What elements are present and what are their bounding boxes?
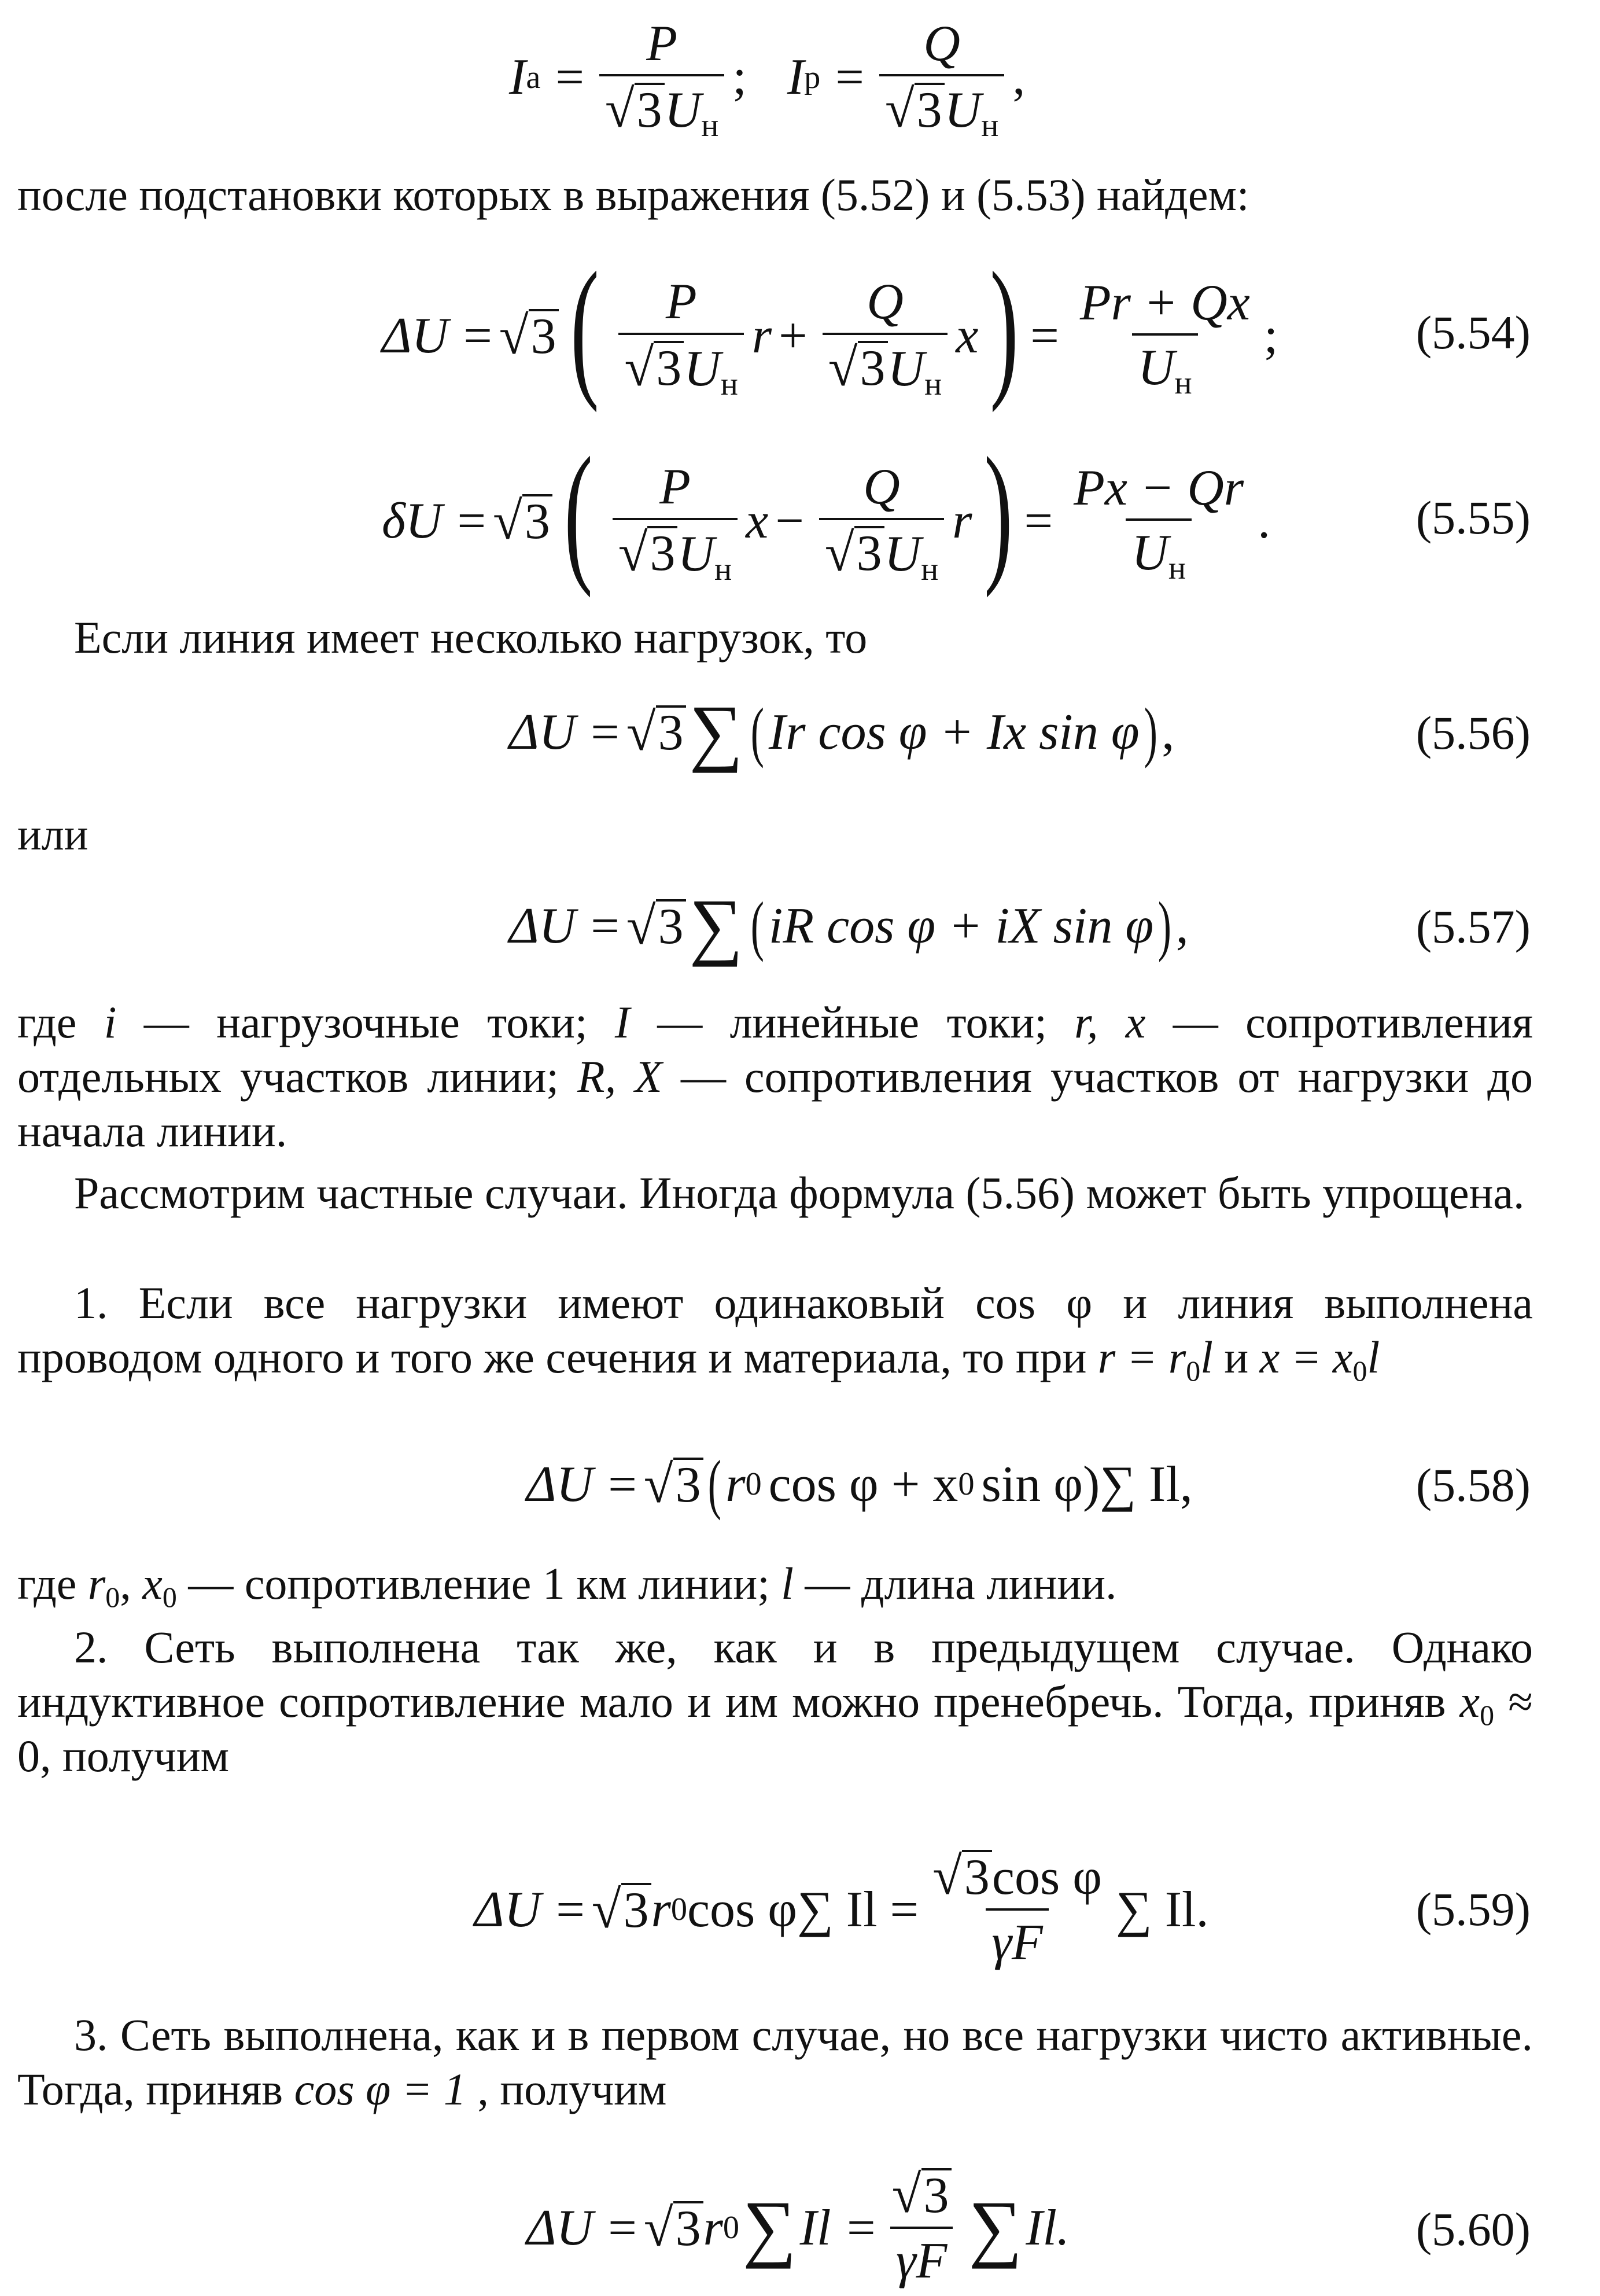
equation-5-60 — [0, 2164, 1600, 2296]
paragraph-special-cases: Рассмотрим частные случаи. Иногда формула (5.56) может быть упрощена. — [74, 1168, 1525, 1218]
paragraph-or: или — [17, 809, 89, 859]
equation-5-55 — [0, 425, 1600, 602]
equation-number: (5.59) — [1415, 1883, 1531, 1936]
equation-number: (5.57) — [1415, 900, 1531, 953]
equation-5-54 — [0, 240, 1600, 417]
paragraph-case-2: 2. Сеть выполнена так же, как и в предыдущем случае. Однако индуктивное сопротивление мало и им можно пренебречь. Тогда, приняв $x_0 \approx 0$, получим — [17, 1622, 1533, 1781]
formula-uniform-line: ΔU = √ 3 ( r 0 cos φ + x 0 sin φ)∑ Il, — [526, 1447, 1193, 1521]
formula-delta-u-transverse: δU = √ 3 ( P √ 3 $U_н$ x − Q √ 3 $U_н$ r ) = $\frac{Px - Qr}{U_н}$ . — [382, 425, 1271, 598]
equation-number: (5.56) — [1415, 707, 1531, 759]
paragraph-several-loads: Если линия имеет несколько нагрузок, то — [74, 612, 868, 663]
equation-number: (5.54) — [1415, 306, 1531, 359]
paragraph-case-3: 3. Сеть выполнена, как и в первом случае, но все нагрузки чисто активные. Тогда, приняв cos φ = 1 , получим — [17, 2010, 1533, 2114]
paragraph-after-currents: после подстановки которых в выражения (5.52) и (5.53) найдем: — [17, 170, 1249, 220]
equation-currents — [0, 12, 1600, 156]
paragraph-where-currents: где i — нагрузочные токи; I — линейные токи; r, x — сопротивления отдельных участков линии; R, X — сопротивления участков от нагрузки до начала линии. — [17, 997, 1533, 1156]
formula-negligible-reactance: ΔU = √ 3 r 0 cos φ∑ Il = √ 3 cos φ γF ∑ Il. — [474, 1846, 1209, 1971]
fraction: Q √ 3 $U_н$ — [879, 17, 1004, 138]
equation-number: (5.60) — [1415, 2203, 1531, 2255]
formula-active-reactive-current: I а = P √ 3 $U_н$ ; I р = Q √ 3 $U_н$ , — [509, 16, 1026, 144]
equation-number: (5.58) — [1415, 1459, 1531, 1511]
formula-sum-load-currents: ΔU = √ 3 ∑ ( iR cos φ + iX sin φ ) , — [509, 884, 1189, 967]
formula-active-loads: ΔU = √ 3 r 0 ∑ Il = √ 3 γF ∑ Il. — [526, 2165, 1070, 2289]
paragraph-where-r0-x0: где $r_0$, $x_0$ — сопротивление 1 км линии; l — длина линии. — [17, 1558, 1117, 1613]
equation-5-57 — [0, 882, 1600, 969]
equation-5-59 — [0, 1843, 1600, 1976]
equation-5-58 — [0, 1441, 1600, 1528]
paragraph-case-1: 1. Если все нагрузки имеют одинаковый cos φ и линия выполнена проводом одного и того же сечения и материала, то при $r = r_0l$ и $x = x_0l$ — [17, 1278, 1533, 1387]
formula-delta-u: ΔU = √ 3 ( P √ 3 $U_н$ r + Q √ 3 $U_н$ x ) = $\frac{Pr + Qx}{U_н}$ ; — [382, 240, 1278, 413]
equation-5-56 — [0, 689, 1600, 775]
equation-number: (5.55) — [1415, 491, 1531, 544]
fraction: P √ 3 $U_н$ — [599, 17, 724, 138]
formula-sum-loads: ΔU = √ 3 ∑ ( Ir cos φ + Ix sin φ ) , — [509, 690, 1175, 774]
